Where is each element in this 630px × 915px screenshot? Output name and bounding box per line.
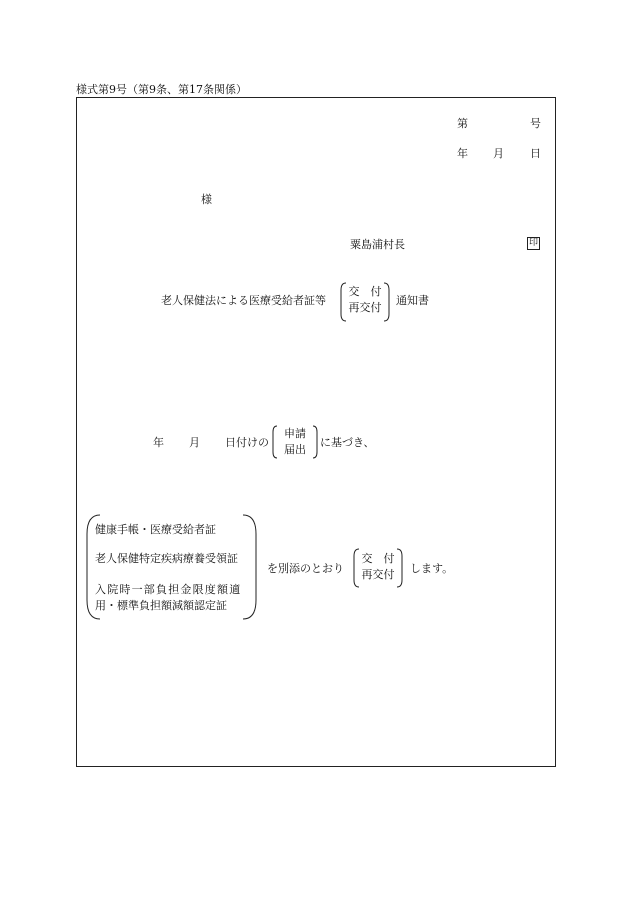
body-date-day: 日付けの: [225, 436, 269, 449]
action-options: [358, 551, 398, 583]
based-on: に基づき、: [320, 436, 375, 449]
reason-options: [276, 426, 314, 458]
doc-health-notebook: 健康手帳・医療受給者証: [95, 523, 216, 536]
title-main: 老人保健法による医療受給者証等: [161, 294, 326, 307]
reason-application: 申請: [284, 427, 306, 440]
seal-mark: 印: [528, 238, 538, 248]
title-option-issue: 交 付: [348, 285, 382, 298]
action-issue: 交 付: [361, 552, 395, 565]
title-option-reissue: 再交付: [348, 301, 382, 314]
as-separate: を別添のとおり: [267, 562, 344, 575]
form-label: 様式第9号（第9条、第17条関係）: [76, 83, 247, 96]
number-suffix: 号: [530, 117, 541, 130]
issuer-name: 粟島浦村長: [350, 238, 405, 251]
number-prefix: 第: [457, 117, 468, 130]
title-suffix: 通知書: [396, 294, 429, 307]
title-options: [345, 284, 385, 316]
closing: します。: [410, 562, 454, 575]
body-date-month: 月: [189, 436, 200, 449]
addressee-honorific: 様: [201, 193, 212, 206]
doc-inpatient-limit: 入院時一部負担金限度額適: [95, 583, 242, 596]
date-day: 日: [530, 147, 541, 160]
date-month: 月: [493, 147, 504, 160]
body-date-year: 年: [153, 436, 164, 449]
doc-specified-disease: 老人保健特定疾病療養受領証: [95, 552, 238, 565]
doc-standard-burden: 用・標準負担額減額認定証: [95, 599, 227, 612]
reason-notification: 届出: [284, 443, 306, 456]
action-reissue: 再交付: [361, 568, 395, 581]
date-year: 年: [457, 147, 468, 160]
